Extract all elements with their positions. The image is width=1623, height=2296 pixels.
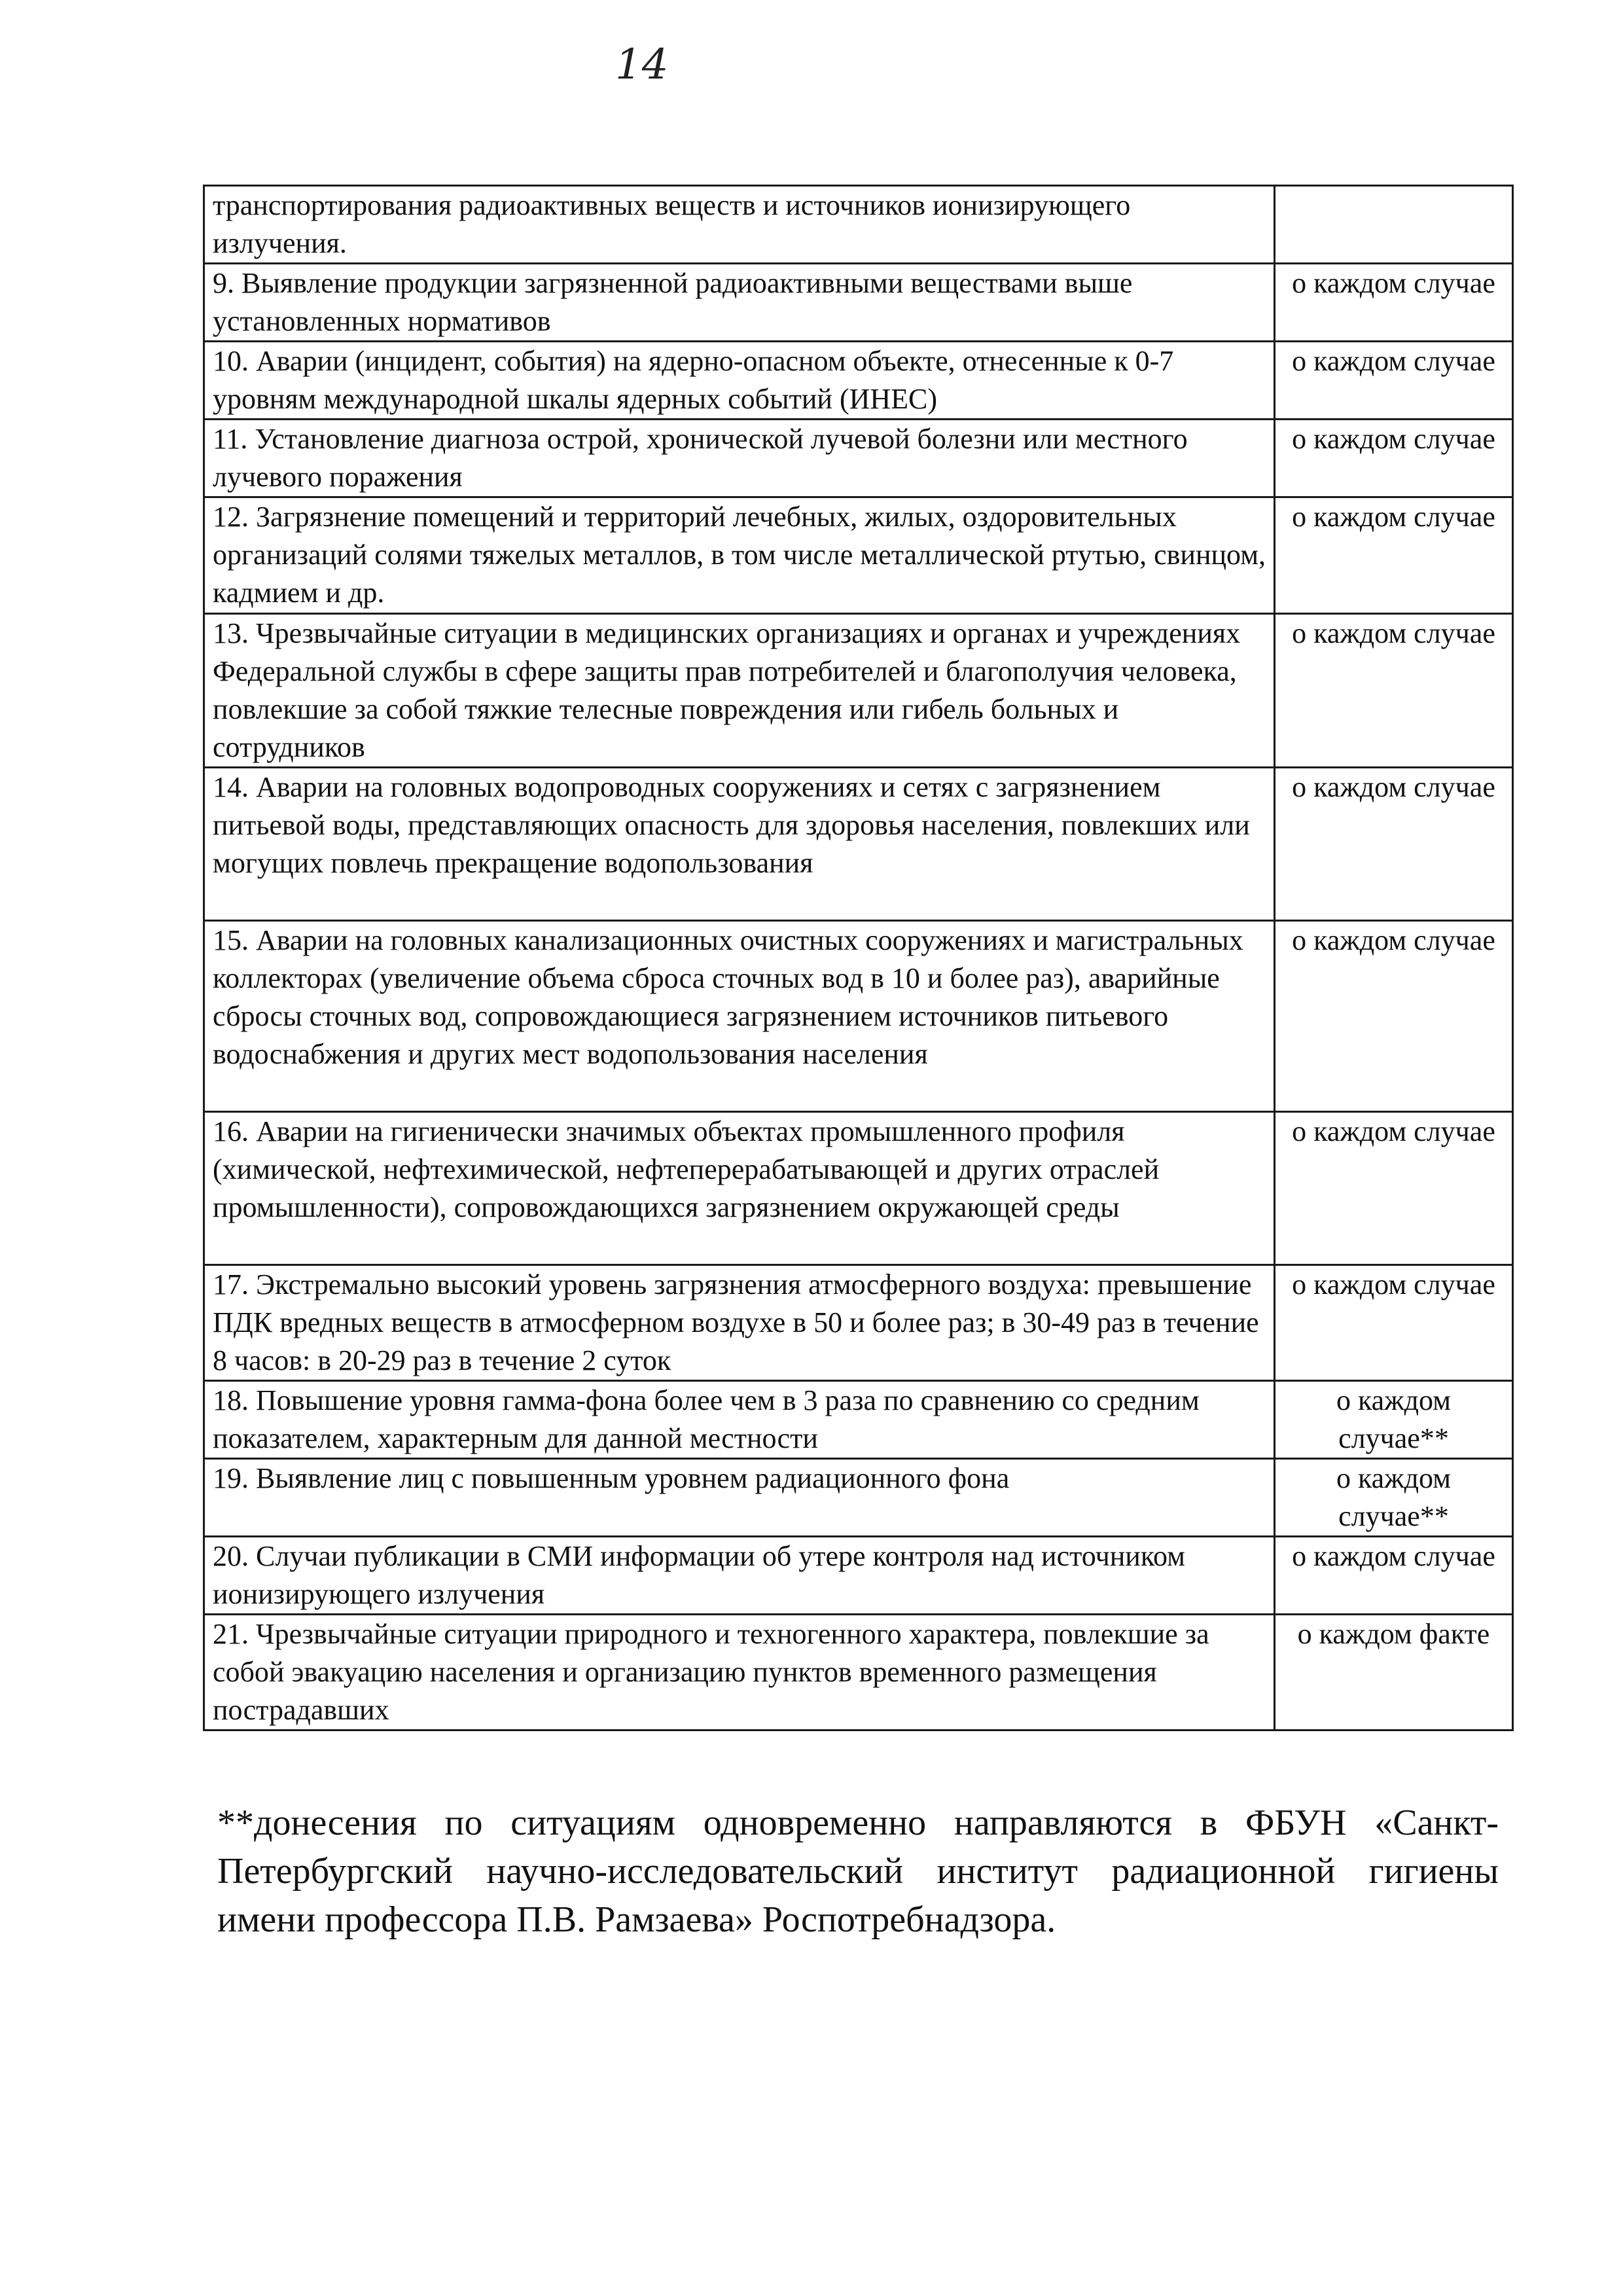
footnote: **донесения по ситуациям одновременно направляются в ФБУН «Санкт-Петербургский научно-исследовательский институт радиационной гигиены имени профессора П.В. Рамзаева» Роспотребнадзора.	[217, 1803, 1499, 1940]
situation-description: 15. Аварии на головных канализационных очистных сооружениях и магистральных коллекторах (увеличение объема сброса сточных вод в 10 и более раз), аварийные сбросы сточных вод, сопровождающиеся загрязнением источников питьевого водоснабжения и других мест водопользования населения	[204, 921, 1275, 1112]
page-number: 14	[615, 41, 669, 89]
situation-description: 10. Аварии (инцидент, события) на ядерно-опасном объекте, отнесенные к 0-7 уровням международной шкалы ядерных событий (ИНЕС)	[204, 342, 1275, 420]
situation-description: 19. Выявление лиц с повышенным уровнем радиационного фона	[204, 1459, 1275, 1537]
situation-description: 21. Чрезвычайные ситуации природного и техногенного характера, повлекшие за собой эвакуацию населения и организацию пунктов временного размещения пострадавших	[204, 1615, 1275, 1731]
table-row	[204, 768, 1513, 921]
table-row	[204, 921, 1513, 1112]
table-row	[204, 264, 1513, 342]
situation-description: 17. Экстремально высокий уровень загрязнения атмосферного воздуха: превышение ПДК вредных веществ в атмосферном воздухе в 50 и более раз; в 30-49 раз в течение 8 часов: в 20-29 раз в течение 2 суток	[204, 1265, 1275, 1381]
report-frequency: о каждом случае	[1275, 1112, 1513, 1265]
report-frequency: о каждом случае**	[1275, 1459, 1513, 1537]
report-frequency: о каждом случае	[1275, 1265, 1513, 1381]
report-frequency: о каждом случае	[1275, 420, 1513, 497]
report-frequency: о каждом случае	[1275, 497, 1513, 614]
report-frequency: о каждом случае	[1275, 264, 1513, 342]
report-table	[203, 185, 1514, 1731]
situation-description: 11. Установление диагноза острой, хронической лучевой болезни или местного лучевого поражения	[204, 420, 1275, 497]
table-row	[204, 1459, 1513, 1537]
report-frequency: о каждом случае	[1275, 614, 1513, 768]
table-row	[204, 614, 1513, 768]
situation-description: 18. Повышение уровня гамма-фона более чем в 3 раза по сравнению со средним показателем, характерным для данной местности	[204, 1381, 1275, 1459]
report-frequency: о каждом случае	[1275, 921, 1513, 1112]
table-row	[204, 1537, 1513, 1615]
situation-description: транспортирования радиоактивных веществ и источников ионизирующего излучения.	[204, 186, 1275, 264]
table-row	[204, 342, 1513, 420]
situation-description: 9. Выявление продукции загрязненной радиоактивными веществами выше установленных нормативов	[204, 264, 1275, 342]
situation-description: 14. Аварии на головных водопроводных сооружениях и сетях с загрязнением питьевой воды, представляющих опасность для здоровья населения, повлекших или могущих повлечь прекращение водопользования	[204, 768, 1275, 921]
situation-description: 12. Загрязнение помещений и территорий лечебных, жилых, оздоровительных организаций солями тяжелых металлов, в том числе металлической ртутью, свинцом, кадмием и др.	[204, 497, 1275, 614]
situation-description: 16. Аварии на гигиенически значимых объектах промышленного профиля (химической, нефтехимической, нефтеперерабатывающей и других отраслей промышленности), сопровождающихся загрязнением окружающей среды	[204, 1112, 1275, 1265]
situation-description: 20. Случаи публикации в СМИ информации об утере контроля над источником ионизирующего излучения	[204, 1537, 1275, 1615]
table-row	[204, 1112, 1513, 1265]
report-frequency: о каждом факте	[1275, 1615, 1513, 1731]
report-frequency: о каждом случае	[1275, 342, 1513, 420]
table-row	[204, 420, 1513, 497]
situation-description: 13. Чрезвычайные ситуации в медицинских организациях и органах и учреждениях Федеральной службы в сфере защиты прав потребителей и благополучия человека, повлекшие за собой тяжкие телесные повреждения или гибель больных и сотрудников	[204, 614, 1275, 768]
report-frequency: о каждом случае**	[1275, 1381, 1513, 1459]
table-row	[204, 497, 1513, 614]
table-row	[204, 1381, 1513, 1459]
report-frequency: о каждом случае	[1275, 1537, 1513, 1615]
report-frequency: о каждом случае	[1275, 768, 1513, 921]
report-frequency	[1275, 186, 1513, 264]
table-row	[204, 186, 1513, 264]
table-row	[204, 1265, 1513, 1381]
table-row	[204, 1615, 1513, 1731]
